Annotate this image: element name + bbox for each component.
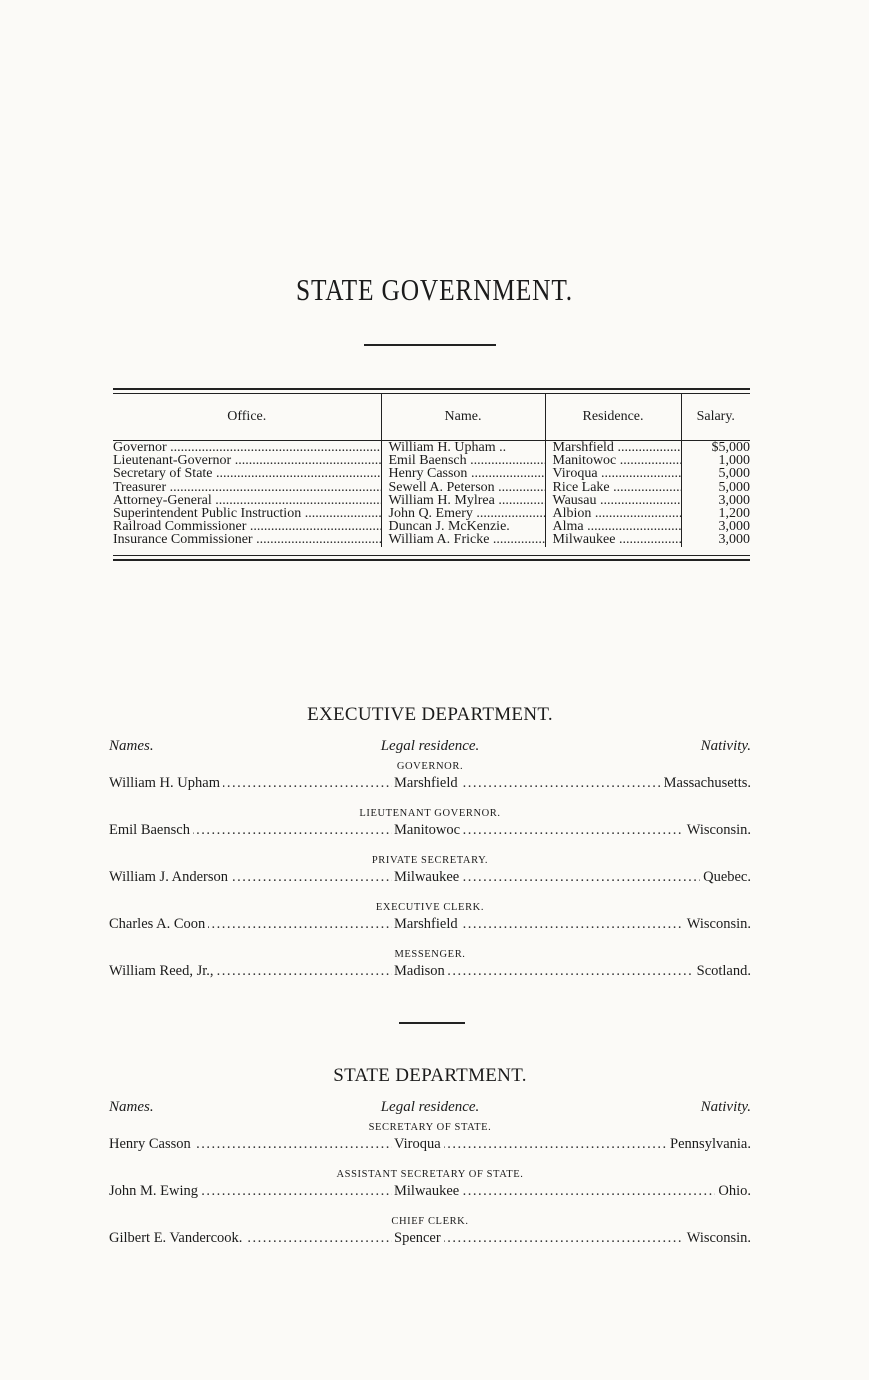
header-names: Names. [109, 738, 154, 754]
table-cell-salary: 5,000 [718, 467, 750, 481]
header-legal-residence: Legal residence. [380, 738, 480, 754]
state-department-section [109, 1065, 751, 1250]
header-legal-residence: Legal residence. [380, 1099, 480, 1115]
entry-nativity: Pennsylvania. [667, 1136, 751, 1153]
list-item [109, 1183, 751, 1203]
table-bottom-rule [113, 559, 750, 561]
entry-residence: Milwaukee [392, 869, 462, 886]
list-item [109, 1136, 751, 1156]
table-cell-name: Henry Casson ..... [382, 467, 545, 480]
name-column [381, 441, 545, 547]
table-cell-salary: 3,000 [718, 520, 750, 534]
table-cell-name: William H. Mylrea ..... [382, 494, 545, 507]
list-item [109, 869, 751, 889]
officers-table-grid [113, 394, 750, 547]
header-name: Name. [381, 394, 545, 441]
table-cell-salary: 1,200 [718, 507, 750, 521]
table-cell-office: Attorney-General ..... [113, 494, 381, 507]
table-cell-residence: Alma ..... [546, 520, 681, 533]
page-title: STATE GOVERNMENT. [296, 272, 573, 307]
header-residence: Residence. [545, 394, 681, 441]
table-cell-residence: Rice Lake ..... [546, 481, 681, 494]
entry-nativity: Wisconsin. [684, 916, 751, 933]
entry-nativity: Massachusetts. [661, 775, 751, 792]
entry-residence: Marshfield [392, 775, 461, 792]
table-cell-office: Insurance Commissioner ..... [113, 533, 381, 546]
table-cell-office: Treasurer ..... [113, 481, 381, 494]
table-cell-salary: 1,000 [718, 454, 750, 468]
entry-residence: Madison [392, 963, 448, 980]
column-headers [109, 1099, 751, 1119]
entry-residence: Marshfield [392, 916, 461, 933]
role-heading: SECRETARY OF STATE. [368, 1122, 492, 1133]
list-item [109, 775, 751, 795]
entry-nativity: Wisconsin. [684, 822, 751, 839]
salary-column [681, 441, 750, 547]
table-cell-residence: Milwaukee ..... [546, 533, 681, 546]
table-cell-name: Duncan J. McKenzie. [388, 520, 510, 534]
entry-residence: Milwaukee [392, 1183, 462, 1200]
table-cell-office: Secretary of State ..... [113, 467, 381, 480]
section-divider [399, 1022, 465, 1024]
table-cell-name: John Q. Emery ..... [382, 507, 545, 520]
entry-name: Emil Baensch [109, 822, 193, 839]
table-cell-residence: Viroqua ..... [546, 467, 681, 480]
role-heading: EXECUTIVE CLERK. [375, 902, 485, 913]
list-item [109, 916, 751, 936]
table-cell-salary: 5,000 [718, 480, 750, 494]
entry-name: William J. Anderson [109, 869, 231, 886]
list-item [109, 1230, 751, 1250]
table-cell-office: Superintendent Public Instruction ..... [113, 507, 381, 520]
entry-name: Henry Casson [109, 1136, 194, 1153]
role-heading: PRIVATE SECRETARY. [371, 855, 489, 866]
officers-table [113, 388, 750, 561]
executive-department-section [109, 704, 751, 983]
entry-residence: Spencer [392, 1230, 444, 1247]
section-title: STATE DEPARTMENT. [333, 1065, 527, 1086]
column-headers [109, 738, 751, 758]
list-item [109, 963, 751, 983]
entry-name: Gilbert E. Vandercook. [109, 1230, 245, 1247]
table-cell-residence: Wausau ..... [546, 494, 681, 507]
role-heading: LIEUTENANT GOVERNOR. [359, 808, 501, 819]
office-column [113, 441, 381, 547]
section-title: EXECUTIVE DEPARTMENT. [307, 704, 553, 725]
entry-residence: Manitowoc [392, 822, 463, 839]
table-cell-residence: Marshfield ..... [546, 441, 681, 454]
table-cell-office: Governor ..... [113, 441, 381, 454]
header-nativity: Nativity. [700, 738, 751, 754]
table-cell-residence: Manitowoc ..... [546, 454, 681, 467]
table-cell-salary: 3,000 [718, 493, 750, 508]
entry-nativity: Quebec. [700, 869, 751, 886]
entry-residence: Viroqua [392, 1136, 444, 1153]
table-cell-name: William H. Upham .. [388, 441, 507, 455]
entry-name: John M. Ewing [109, 1183, 201, 1200]
role-heading: CHIEF CLERK. [391, 1216, 469, 1227]
entry-nativity: Wisconsin. [684, 1230, 751, 1247]
header-nativity: Nativity. [700, 1099, 751, 1115]
table-cell-residence: Albion ..... [546, 507, 681, 520]
table-cell-salary: 3,000 [718, 533, 750, 547]
header-office: Office. [227, 409, 267, 424]
header-salary: Salary. [681, 394, 750, 441]
title-divider [364, 344, 496, 346]
entry-nativity: Ohio. [715, 1183, 751, 1200]
role-heading: MESSENGER. [394, 949, 466, 960]
table-cell-office: Lieutenant-Governor ..... [113, 454, 381, 467]
header-names: Names. [109, 1099, 154, 1115]
entry-name: Charles A. Coon [109, 916, 208, 933]
table-cell-name: William A. Fricke ..... [382, 533, 545, 546]
role-heading: GOVERNOR. [396, 761, 464, 772]
residence-column [545, 441, 681, 547]
role-heading: ASSISTANT SECRETARY OF STATE. [336, 1169, 524, 1180]
entry-name: William Reed, Jr., [109, 963, 217, 980]
table-cell-salary: $5,000 [711, 441, 750, 455]
list-item [109, 822, 751, 842]
table-cell-office: Railroad Commissioner ..... [113, 520, 381, 533]
table-cell-name: Sewell A. Peterson ..... [382, 481, 545, 494]
entry-name: William H. Upham [109, 775, 223, 792]
entry-nativity: Scotland. [694, 963, 751, 980]
table-cell-name: Emil Baensch ..... [382, 454, 545, 467]
